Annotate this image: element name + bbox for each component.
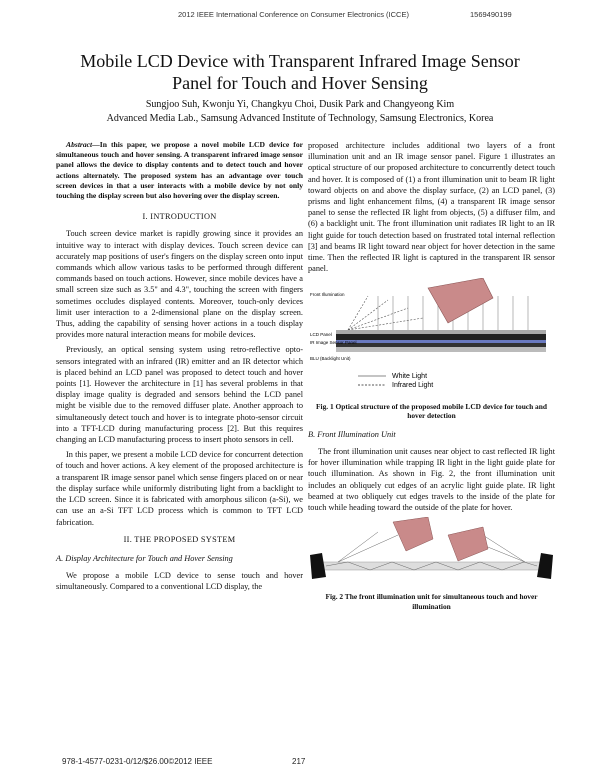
author-affiliation: Advanced Media Lab., Samsung Advanced Institute of Technology, Samsung Electronics, Korea xyxy=(106,113,494,124)
figure-1 xyxy=(308,278,555,420)
paragraph: We propose a mobile LCD device to sense touch and hover simultaneously. Compared to a conventional LCD display, the xyxy=(56,571,303,592)
abstract xyxy=(56,140,303,201)
left-ir-emitter xyxy=(310,553,326,579)
page-number: 217 xyxy=(292,757,306,766)
paragraph: The front illumination unit causes near object to cast reflected IR light for hover illumination while trapping IR light in the light guide plate for touch illumination. As shown in Fig. 2, the front illumination unit includes an obliquely cut edges of an acrylic light guide plate. IR light beamed at two obliquely cut edges travels to the inside of the plate for touch while heading toward the outside of the plate for hover. xyxy=(308,447,555,513)
paper-title xyxy=(0,50,600,94)
left-column xyxy=(56,140,303,597)
label-lcd-panel: LCD Panel xyxy=(310,332,332,338)
right-ir-emitter xyxy=(537,553,553,579)
abstract-text: —In this paper, we propose a novel mobile LCD device for simultaneous touch and hover sensing. A transparent infrared image sensor panel allows the device to display contents and to detect touch and hover actions alternately. The proposed system has an advantage over touch screen devices in that a user interacts with a mobile device by not only touching the display screen but also hovering over the display screen. xyxy=(56,140,303,201)
abstract-label: Abstract xyxy=(66,140,93,149)
legend-ir-label: Infrared Light xyxy=(392,382,434,390)
finger-shape-hover xyxy=(393,517,433,551)
title-line-1: Mobile LCD Device with Transparent Infrared Image Sensor xyxy=(80,51,520,71)
figure-1-caption: Fig. 1 Optical structure of the proposed mobile LCD device for touch and hover detection xyxy=(316,401,547,421)
prism-layer xyxy=(336,340,546,343)
paragraph: Previously, an optical sensing system using retro-reflective opto-sensors integrated with an infrared (IR) emitter and an IR detector which is placed behind an LCD panel was proposed to detect touch and hover points [1]. However the architecture in [1] has several problems in that display image quality is degraded and sensors behind the LCD panel might be visible due to the removed diffuser plate. Another approach to simultaneously detect touch and hover is to integrate photo-sensor circuit into a TFT-LCD during manufacturing process [2]. But this requires changing an LCD manufacturing process to insert photo sensors in cell. xyxy=(56,345,303,445)
title-line-2: Panel for Touch and Hover Sensing xyxy=(172,73,428,93)
paragraph: proposed architecture includes additional two layers of a front illumination unit and an IR image sensor panel. Figure 1 illustrates an optical structure of our proposed architecture to concurrently detect touch and hover. It is composed of (1) a front illumination unit to beam IR light toward objects on and above the display surface, (2) an LCD panel, (3) prisms and light enhancement films, (4) a transparent IR image sensor panel to sense the reflected IR light from objects, (5) a diffuser film, and (6) a backlight unit. The front illumination unit radiates IR light to an IR light guide for touch detection based on frustrated total internal reflection [3] and beams IR light toward near object for hover detection in the same time. Then the reflected IR light is captured in the transparent IR sensor panel. xyxy=(308,141,555,274)
paragraph: In this paper, we present a mobile LCD device for concurrent detection of touch and hover actions. A key element of the proposed architecture is a transparent IR image sensor panel which sense fingers placed on or near the display surface while uniformly distributing light from a backlight to the LCD screen. Since it is fabricated with amorphous silicon (a-Si), we can use an a-Si TFT LCD process which is common to TFT LCD fabrication. xyxy=(56,450,303,527)
figure-1-diagram xyxy=(308,278,555,396)
ir-light-fan xyxy=(348,296,423,330)
subsection-heading-b: B. Front Illumination Unit xyxy=(308,429,396,439)
label-backlight: BLU (Backlight Unit) xyxy=(310,356,351,362)
author-names: Sungjoo Suh, Kwonju Yi, Changkyu Choi, Dusik Park and Changyeong Kim xyxy=(145,99,455,110)
label-ir-sensor: IR Image Sensor Panel xyxy=(310,340,357,346)
label-front-illumination: Front Illumination xyxy=(310,292,345,298)
figure-2 xyxy=(308,517,555,611)
lcd-panel-layer xyxy=(336,334,546,340)
section-heading-introduction: I. INTRODUCTION xyxy=(142,212,217,222)
conference-name: 2012 IEEE International Conference on Consumer Electronics (ICCE) xyxy=(178,10,409,19)
finger-shape-touch xyxy=(448,527,488,561)
legend-white-label: White Light xyxy=(392,373,428,381)
backlight-layer xyxy=(336,347,546,352)
figure-2-caption: Fig. 2 The front illumination unit for simultaneous touch and hover illumination xyxy=(325,592,538,612)
paper-id: 1569490199 xyxy=(470,10,512,19)
footer-isbn: 978-1-4577-0231-0/12/$26.00©2012 IEEE xyxy=(62,757,213,766)
author-block xyxy=(0,98,600,126)
paragraph: Touch screen device market is rapidly growing since it provides an intuitive way to interact with display devices. Touch screen device can accurately map positions of user's fingers on the display screen onto input commands which allow various tasks to be performed through different commands based on touch actions. However, since mobile devices have a small screen size such as 3.5" and 4.3", touching the screen with fingers sometimes occludes displayed contents. Moreover, touch-only devices limit user interaction to a 2-dimensional plane on the display screen. Thus, adding the capability of sensing hover actions in a touch display provides more natural interaction means for mobile devices. xyxy=(56,229,303,340)
section-heading-proposed-system: II. THE PROPOSED SYSTEM xyxy=(123,534,236,544)
ir-sensor-layer xyxy=(336,343,546,347)
subsection-heading-a: A. Display Architecture for Touch and Hover Sensing xyxy=(56,553,233,563)
front-illumination-layer xyxy=(336,330,546,334)
figure-2-diagram xyxy=(308,517,555,587)
right-column xyxy=(308,140,555,612)
